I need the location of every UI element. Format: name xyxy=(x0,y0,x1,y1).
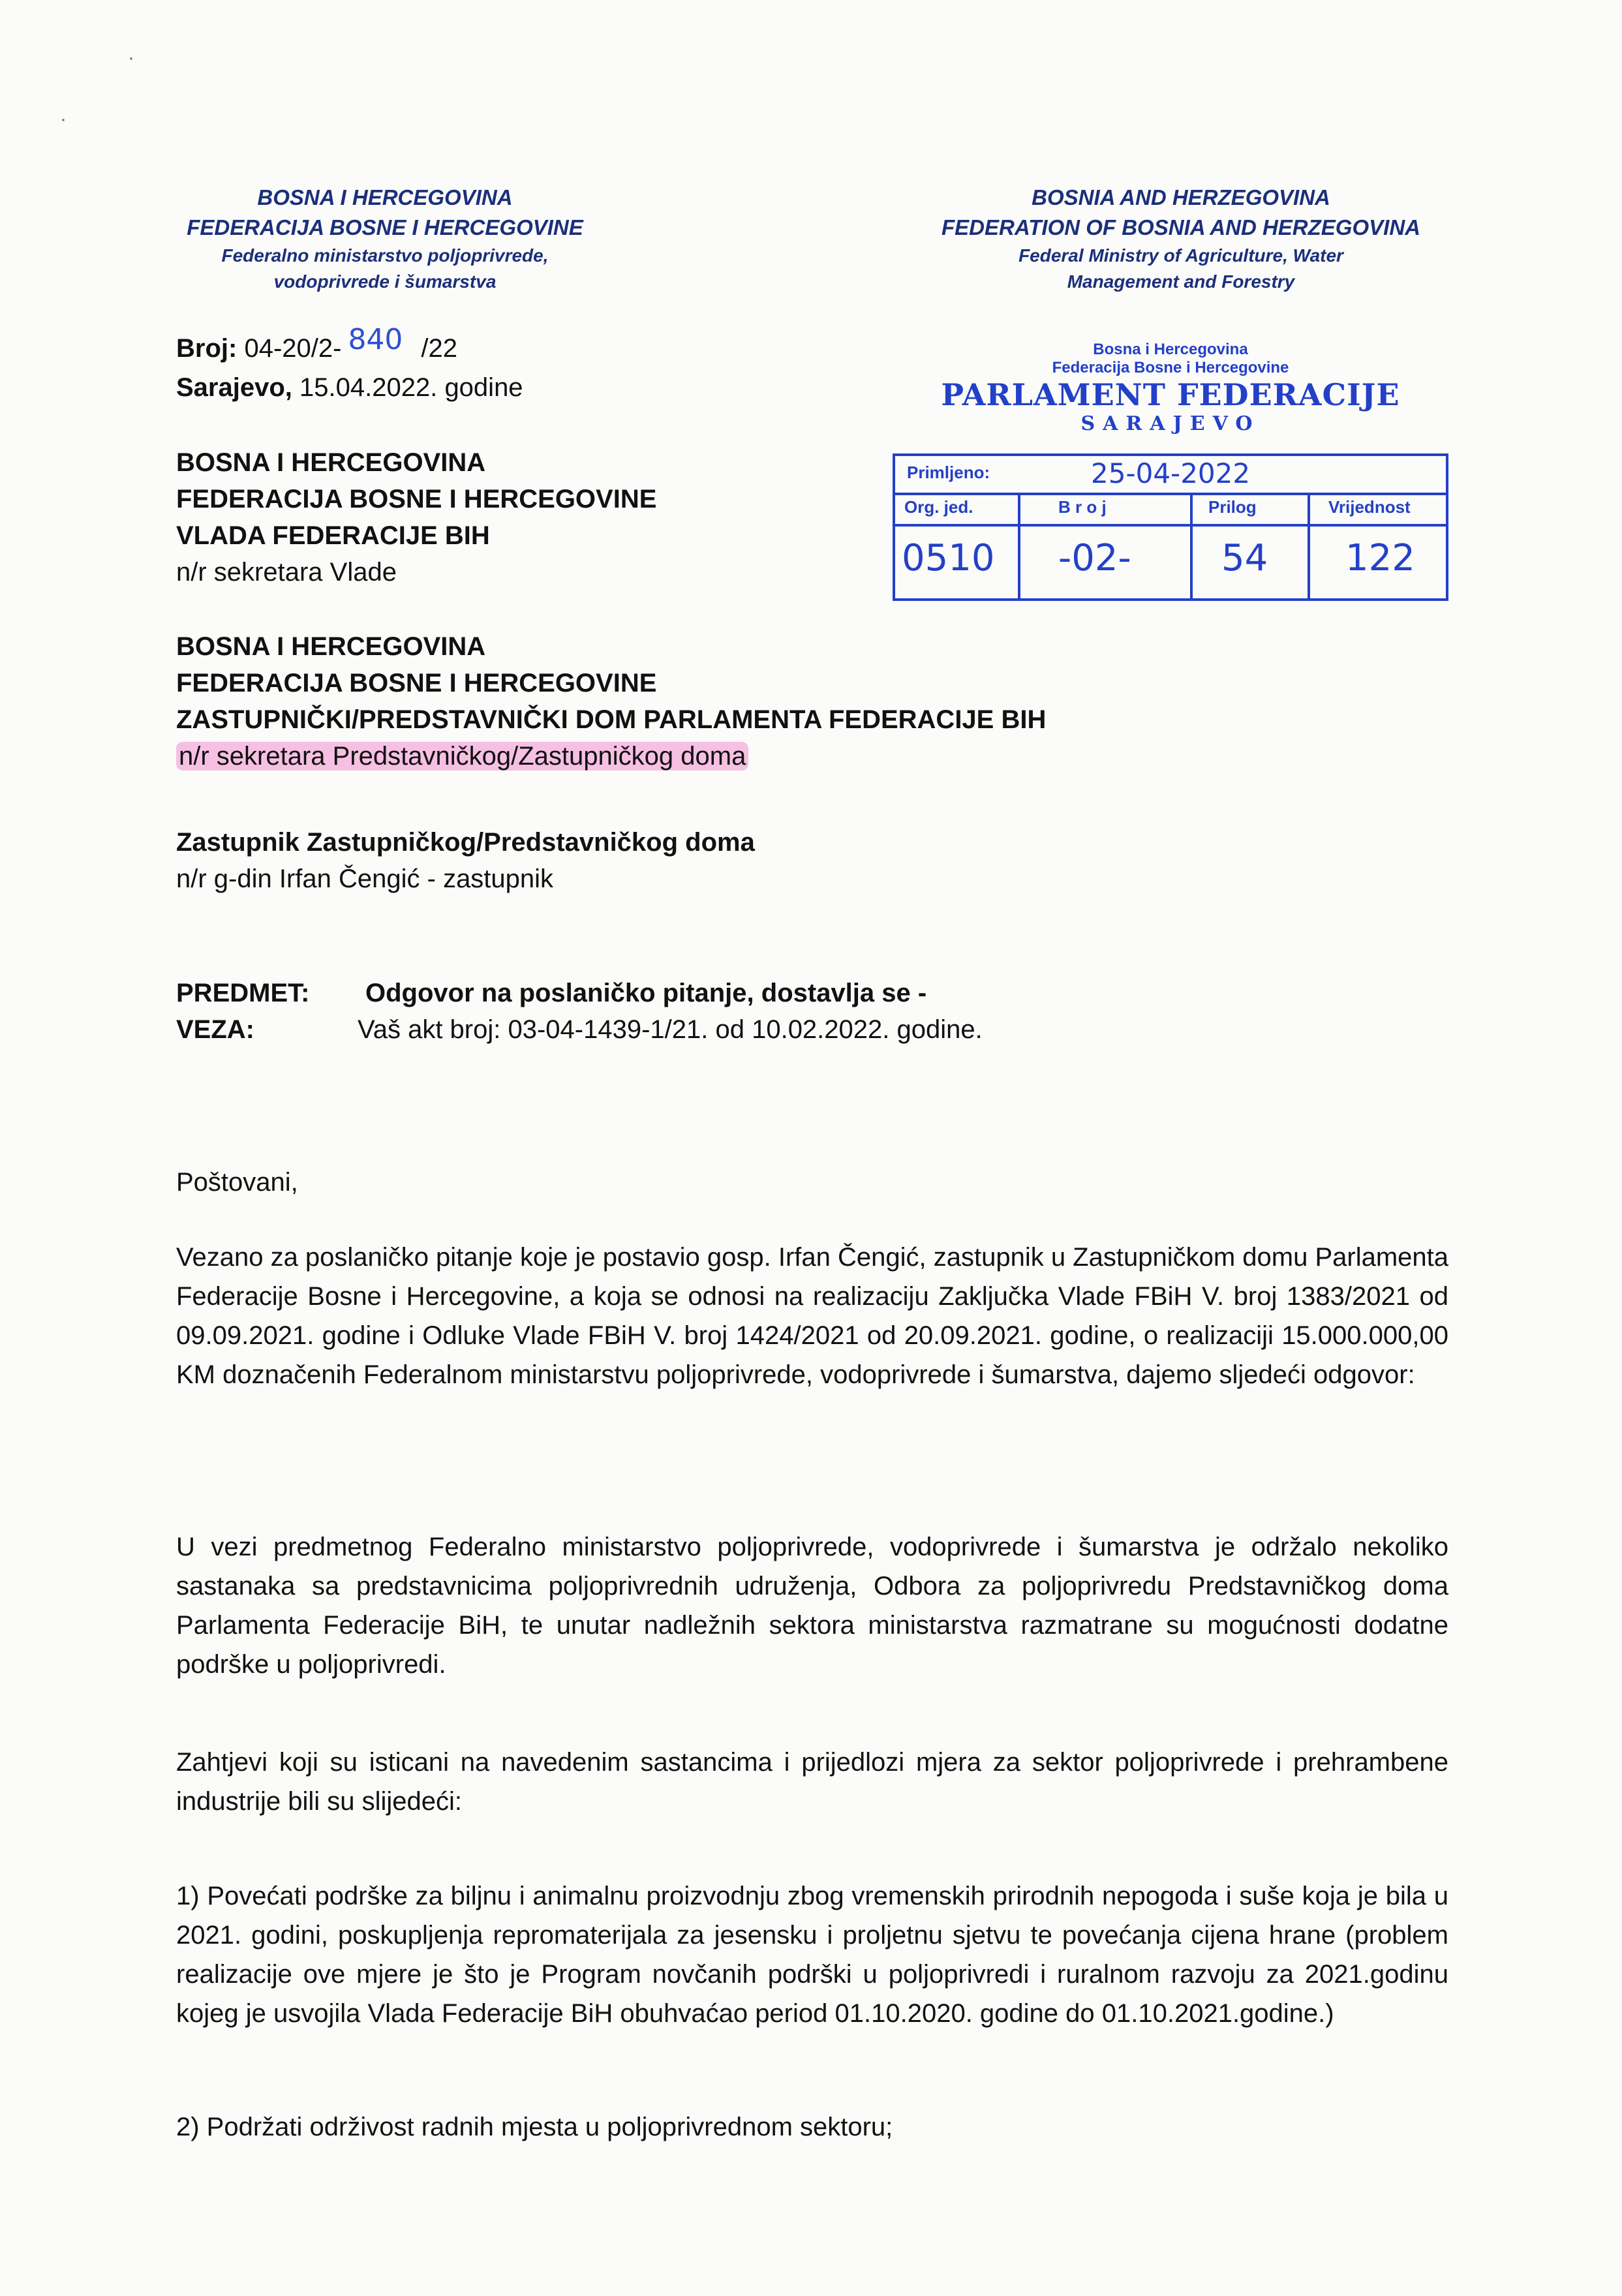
paragraph-3: Zahtjevi koji su isticani na navedenim sastancima i prijedlozi mjera za sektor poljoprivrede i prehrambene industrije bili su slijedeći: xyxy=(176,1748,1448,1816)
header-left xyxy=(130,183,639,295)
header-right xyxy=(894,183,1468,295)
stamp-received-date: 25-04-2022 xyxy=(1091,457,1251,489)
scan-speck: · xyxy=(128,47,134,69)
place-date-value: 15.04.2022. godine xyxy=(299,373,523,402)
broj-handwritten: 840 xyxy=(348,323,403,356)
stamp-col-broj: B r o j xyxy=(1058,497,1107,517)
greeting: Poštovani, xyxy=(176,1168,298,1197)
header-right-line2: FEDERATION OF BOSNIA AND HERZEGOVINA xyxy=(941,215,1420,239)
stamp-divider xyxy=(1018,493,1020,601)
recipient3-line2: n/r g-din Irfan Čengić - zastupnik xyxy=(176,865,554,893)
stamp-line2: Federacija Bosne i Hercegovine xyxy=(1052,359,1289,376)
header-left-line1: BOSNA I HERCEGOVINA xyxy=(257,185,513,209)
recipient-parliament xyxy=(176,628,1416,774)
scan-speck: · xyxy=(60,108,67,130)
recipient1-line1: BOSNA I HERCEGOVINA xyxy=(176,448,486,477)
predmet-label: PREDMET: xyxy=(176,979,310,1007)
predmet-text: Odgovor na poslaničko pitanje, dostavlja se - xyxy=(365,979,927,1007)
recipient2-line3: ZASTUPNIČKI/PREDSTAVNIČKI DOM PARLAMENTA FEDERACIJE BIH xyxy=(176,705,1047,734)
header-right-line1: BOSNIA AND HERZEGOVINA xyxy=(1032,185,1330,209)
stamp-val-org: 0510 xyxy=(902,537,995,579)
reference-line xyxy=(176,1011,1448,1048)
stamp-line1: Bosna i Hercegovina xyxy=(1093,341,1248,358)
stamp-col-vrijednost: Vrijednost xyxy=(1328,497,1411,517)
recipient3-line1: Zastupnik Zastupničkog/Predstavničkog doma xyxy=(176,828,755,857)
stamp-header-row xyxy=(895,493,1446,527)
header-left-line3: Federalno ministarstvo poljoprivrede, xyxy=(221,245,549,266)
list-item-1: 1) Povećati podrške za biljnu i animalnu proizvodnju zbog vremenskih prirodnih nepogoda i suše koja je bila u 2021. godini, poskupljenja repromaterijala za jesensku i proljetnu sjetvu te povećanja cijena hrane (problem realizacije ove mjere je što je Program novčanih podrški u poljoprivredi i ruralnom razvoju za 2021.godinu kojeg je usvojila Vlada Federacije BiH obuhvaćao period 01.10.2020. godine do 01.10.2021.godine.) xyxy=(176,1882,1448,2028)
recipient-government xyxy=(176,444,894,590)
veza-text: Vaš akt broj: 03-04-1439-1/21. od 10.02.2022. godine. xyxy=(358,1015,983,1044)
stamp-col-org: Org. jed. xyxy=(904,497,973,517)
stamp-values-row xyxy=(895,524,1446,598)
stamp-received-label: Primljeno: xyxy=(907,463,990,482)
paragraph-1: Vezano za poslaničko pitanje koje je postavio gosp. Irfan Čengić, zastupnik u Zastupničkom domu Parlamenta Federacije Bosne i Hercegovine, a koja se odnosi na realizaciju Zaključka Vlade FBiH V. broj 1383/2021 od 09.09.2021. godine i Odluke Vlade FBiH V. broj 1424/2021 od 20.09.2021. godine, o realizaciji 15.000.000,00 KM doznačenih Federalnom ministarstvu poljoprivrede, vodoprivrede i šumarstva, dajemo sljedeći odgovor: xyxy=(176,1243,1448,1389)
stamp-val-prilog: 54 xyxy=(1221,537,1268,579)
place-label: Sarajevo, xyxy=(176,373,292,402)
stamp-received-row xyxy=(895,456,1446,495)
broj-suffix: /22 xyxy=(421,334,458,363)
header-right-line4: Management and Forestry xyxy=(1067,271,1295,292)
stamp-col-prilog: Prilog xyxy=(1208,497,1257,517)
place-date xyxy=(176,369,698,406)
stamp-line3: PARLAMENT FEDERACIJE xyxy=(941,377,1400,412)
recipient-representative xyxy=(176,824,1220,897)
stamp-table xyxy=(893,453,1448,601)
broj-label: Broj: xyxy=(176,334,237,363)
recipient2-line2: FEDERACIJA BOSNE I HERCEGOVINE xyxy=(176,669,657,697)
parliament-stamp xyxy=(893,341,1448,436)
recipient1-line4: n/r sekretara Vlade xyxy=(176,558,397,587)
list-item-2: 2) Podržati održivost radnih mjesta u poljoprivrednom sektoru; xyxy=(176,2113,893,2141)
recipient2-line1: BOSNA I HERCEGOVINA xyxy=(176,632,486,661)
recipient2-line4-highlighted: n/r sekretara Predstavničkog/Zastupničkog doma xyxy=(176,742,748,771)
paragraph-2: U vezi predmetnog Federalno ministarstvo poljoprivrede, vodoprivrede i šumarstva je održalo nekoliko sastanaka sa predstavnicima poljoprivrednih udruženja, Odbora za poljoprivredu Predstavničkog doma Parlamenta Federacije BiH, te unutar nadležnih sektora ministarstva razmatrane su mogućnosti dodatne podrške u poljoprivredi. xyxy=(176,1533,1448,1679)
header-right-line3: Federal Ministry of Agriculture, Water xyxy=(1018,245,1343,266)
recipient1-line2: FEDERACIJA BOSNE I HERCEGOVINE xyxy=(176,485,657,513)
reference-number xyxy=(176,323,698,367)
veza-label: VEZA: xyxy=(176,1015,254,1044)
recipient1-line3: VLADA FEDERACIJE BIH xyxy=(176,521,490,550)
stamp-line4: SARAJEVO xyxy=(1080,412,1261,435)
header-left-line2: FEDERACIJA BOSNE I HERCEGOVINE xyxy=(187,215,583,239)
stamp-val-vrijednost: 122 xyxy=(1345,537,1415,579)
stamp-divider xyxy=(1308,493,1310,601)
subject-line xyxy=(176,975,1448,1011)
stamp-divider xyxy=(1190,493,1193,601)
header-left-line4: vodoprivrede i šumarstva xyxy=(273,271,497,292)
broj-prefix: 04-20/2- xyxy=(244,334,342,363)
stamp-val-broj: -02- xyxy=(1058,537,1131,579)
